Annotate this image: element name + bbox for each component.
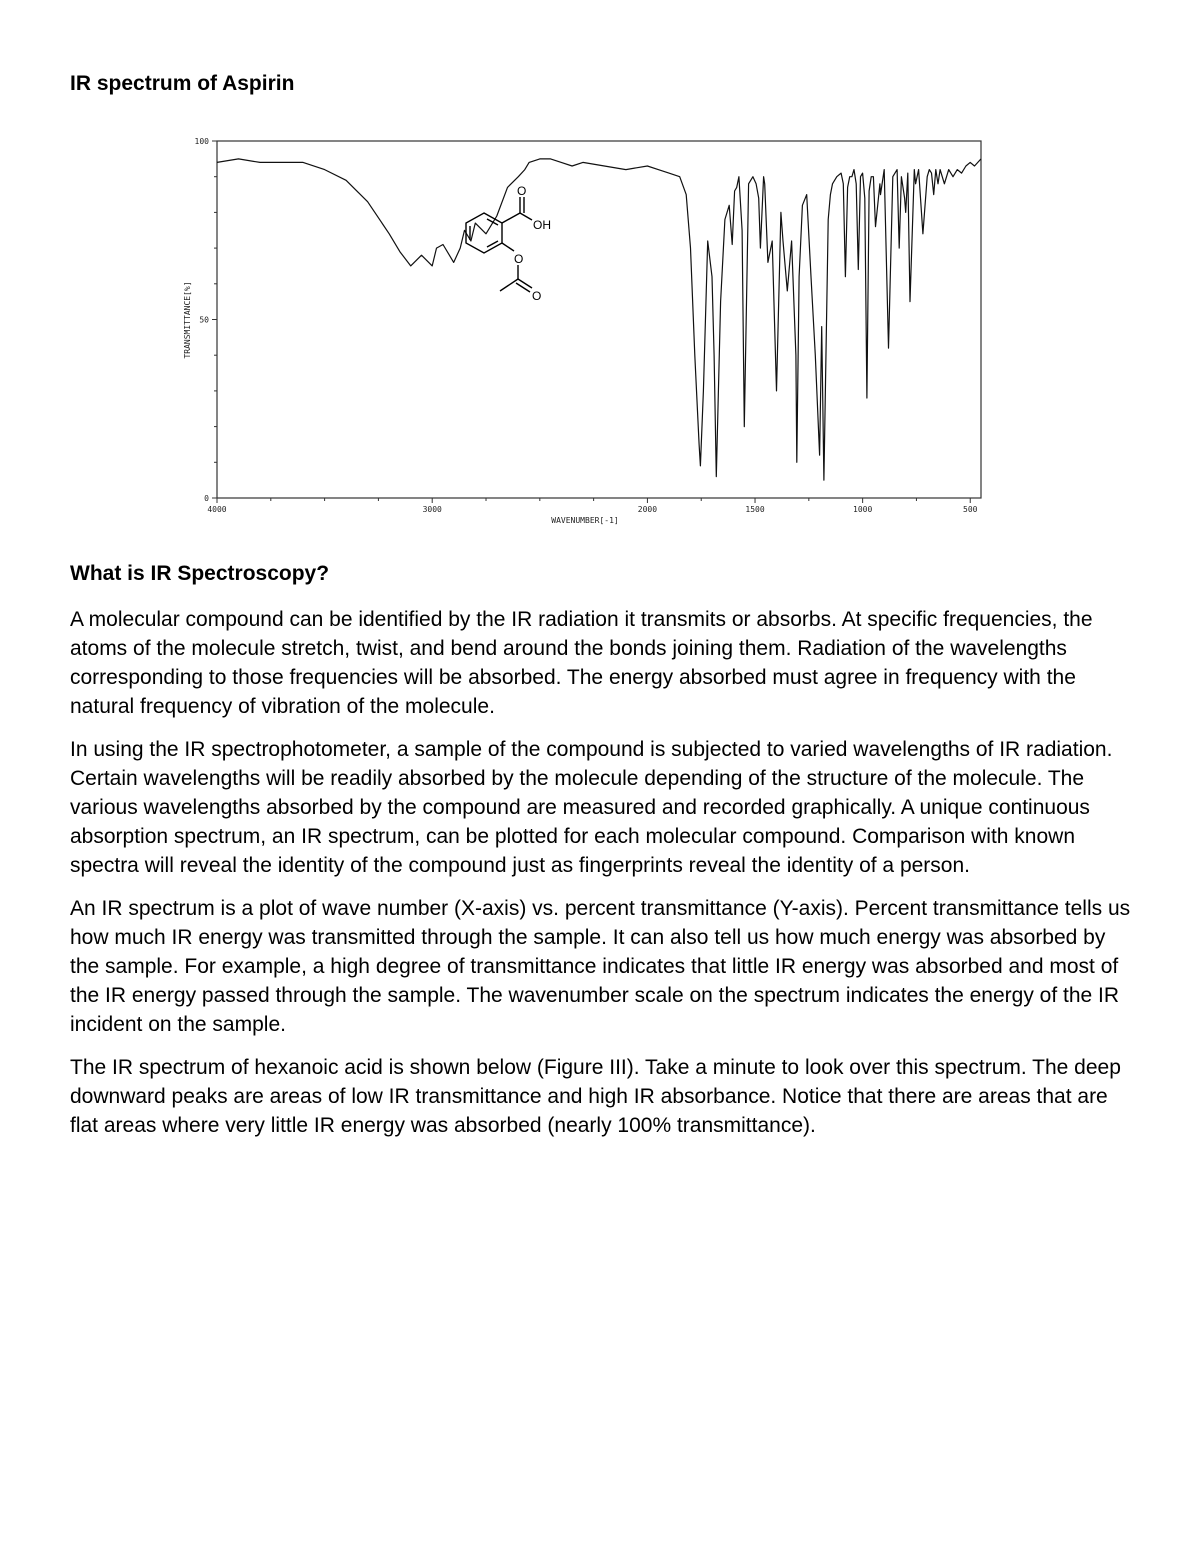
x-tick-label: 3000 [422, 505, 442, 514]
x-tick-label: 1500 [745, 505, 765, 514]
section-heading: What is IR Spectroscopy? [70, 562, 330, 585]
paragraph-1: A molecular compound can be identified by the IR radiation it transmits or absorbs. At specific frequencies, the atoms of the molecule stretch, twist, and bend around the bonds joining them. Radiation of the wavelengths corresponding to those frequencies will be absorbed. The energy absorbed must agree in frequency with the natural frequency of vibration of the molecule. [70, 608, 1093, 718]
benzene-ring [466, 213, 502, 253]
bond-acetyl-methyl [500, 279, 518, 291]
y-tick-label: 50 [199, 315, 209, 325]
carbonyl-o2-label: O [532, 289, 542, 303]
x-tick-label: 1000 [853, 505, 873, 514]
document-title: IR spectrum of Aspirin [70, 72, 295, 95]
x-tick-label: 2000 [637, 505, 658, 514]
y-axis-ticks [195, 137, 217, 503]
spectrum-series-line [217, 159, 981, 480]
x-axis-ticks [207, 498, 977, 514]
bond-carbonyl-2a [518, 279, 532, 288]
y-tick-label: 100 [194, 137, 209, 146]
paragraph-2: In using the IR spectrophotometer, a sample of the compound is subjected to varied wavelengths of IR radiation. Certain wavelengths will be readily absorbed by the molecule depending of the structure of the molecule. The various wavelengths absorbed by the compound are measured and recorded graphically. A unique continuous absorption spectrum, an IR spectrum, can be plotted for each molecular compound. Comparison with known spectra will reveal the identity of the compound just as fingerprints reveal the identity of a person. [70, 738, 1113, 877]
bond-carbonyl-2b [516, 283, 530, 292]
x-tick-label: 4000 [207, 505, 227, 514]
x-axis-label: WAVENUMBER[-1] [551, 516, 619, 525]
paragraph-3: An IR spectrum is a plot of wave number (X-axis) vs. percent transmittance (Y-axis). Percent transmittance tells us how much IR energy was transmitted through the sample. It can also tell us how much energy was absorbed by the sample. For example, a high degree of transmittance indicates that little IR energy was absorbed and most of the IR energy passed through the sample. The wavenumber scale on the spectrum indicates the energy of the IR incident on the sample. [70, 897, 1131, 1036]
carbonyl-o1-label: O [517, 184, 527, 198]
y-axis-label: TRANSMITTANCE[%] [183, 281, 192, 359]
paragraph-4: The IR spectrum of hexanoic acid is shown below (Figure III). Take a minute to look over this spectrum. The deep downward peaks are areas of low IR transmittance and high IR absorbance. Notice that there are areas that are flat areas where very little IR energy was absorbed (nearly 100% transmittance). [70, 1056, 1121, 1137]
bond-hydroxyl [520, 213, 532, 220]
hydroxyl-label: OH [533, 218, 551, 232]
ir-spectrum-figure [180, 125, 1000, 545]
bond-ring-ester-o [502, 243, 514, 251]
ir-spectrum-chart [180, 125, 1000, 545]
body-text [70, 605, 1140, 1154]
bond-ring-carboxyl [502, 213, 520, 223]
y-tick-label: 0 [204, 494, 209, 503]
x-tick-label: 500 [963, 505, 978, 514]
ester-o-label: O [514, 252, 524, 266]
